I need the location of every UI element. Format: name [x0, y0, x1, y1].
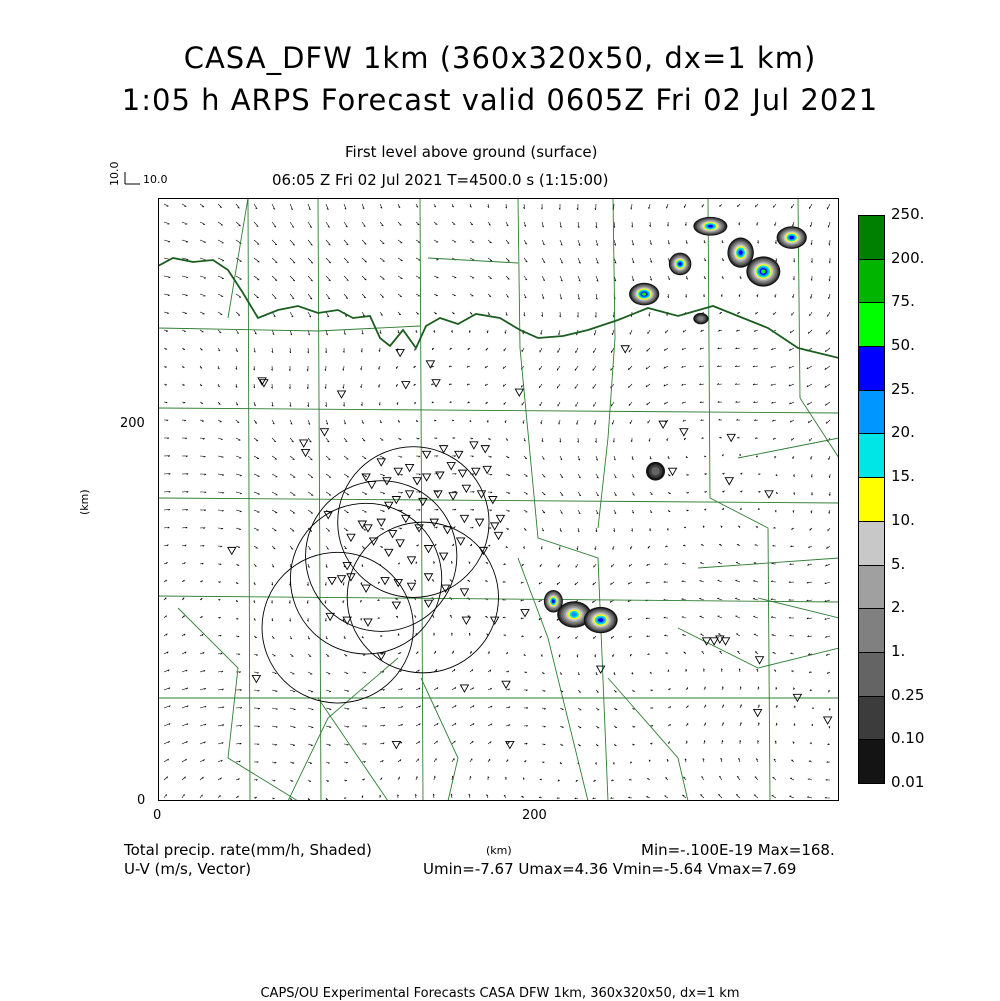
colorbar-label: 0.25	[891, 685, 925, 704]
colorbar-label: 25.	[891, 379, 915, 398]
forecast-map	[158, 198, 839, 801]
colorbar-segment	[858, 521, 885, 566]
precip-level	[698, 317, 703, 321]
subtitle-level: First level above ground (surface)	[345, 143, 598, 161]
variable-precip-label: Total precip. rate(mm/h, Shaded)	[124, 841, 372, 859]
map-background	[158, 198, 839, 801]
precip-cell-7	[693, 217, 727, 236]
precip-cell-3	[646, 462, 665, 481]
colorbar-segment	[858, 390, 885, 435]
colorbar-segment	[858, 739, 885, 784]
y-axis-label: (km)	[78, 489, 91, 515]
precip-cell-4	[629, 283, 659, 306]
x-axis-label: (km)	[486, 844, 512, 857]
colorbar-label: 5.	[891, 554, 906, 573]
colorbar-segment	[858, 652, 885, 697]
precip-level	[708, 225, 713, 228]
x-tick-label-200: 200	[522, 808, 547, 823]
colorbar-label: 10.	[891, 510, 915, 529]
title-line-2: 1:05 h ARPS Forecast valid 0605Z Fri 02 Jul 2021	[121, 83, 879, 117]
precip-level	[678, 262, 681, 265]
colorbar-segment	[858, 433, 885, 478]
colorbar-label: 0.01	[891, 773, 925, 791]
precip-level	[761, 269, 766, 273]
colorbar-label: 75.	[891, 292, 915, 311]
colorbar-label: 250.	[891, 205, 925, 223]
colorbar-label: 2.	[891, 598, 906, 617]
colorbar-label: 0.10	[891, 729, 925, 748]
precip-level	[552, 600, 555, 603]
colorbar-label: 20.	[891, 423, 915, 442]
colorbar-label: 15.	[891, 467, 915, 486]
footer-credit: CAPS/OU Experimental Forecasts CASA DFW 1km, 360x320x50, dx=1 km	[260, 986, 740, 1001]
y-tick-label-200: 200	[120, 416, 145, 431]
reference-vector-v-label: 10.0	[108, 161, 121, 186]
y-tick-label-0: 0	[137, 793, 146, 808]
colorbar-segment	[858, 608, 885, 653]
colorbar-segment	[858, 215, 885, 260]
precip-level	[651, 467, 659, 475]
precip-level	[789, 236, 794, 239]
precip-cell-10	[777, 226, 807, 249]
subtitle-time: 06:05 Z Fri 02 Jul 2021 T=4500.0 s (1:15:00)	[272, 171, 609, 189]
x-tick-label-0: 0	[153, 808, 162, 823]
colorbar-segment	[858, 259, 885, 304]
colorbar-segment	[858, 477, 885, 522]
stats-uv-range: Umin=-7.67 Umax=4.36 Vmin=-5.64 Vmax=7.69	[423, 860, 797, 878]
colorbar-segment	[858, 565, 885, 610]
precip-level	[598, 618, 603, 622]
precip-cell-6	[693, 313, 708, 324]
precip-cell-9	[746, 256, 780, 286]
precip-colorbar	[858, 215, 885, 783]
stats-min-max: Min=-.100E-19 Max=168.	[641, 841, 835, 859]
colorbar-segment	[858, 302, 885, 347]
title-line-1: CASA_DFW 1km (360x320x50, dx=1 km)	[183, 41, 817, 75]
colorbar-label: 1.	[891, 641, 906, 660]
colorbar-label: 50.	[891, 336, 915, 355]
precip-level	[642, 293, 646, 296]
reference-vector-h-label: 10.0	[143, 173, 168, 186]
precip-level	[571, 612, 577, 616]
variable-wind-label: U-V (m/s, Vector)	[124, 860, 252, 878]
precip-cell-2	[584, 607, 618, 633]
colorbar-label: 200.	[891, 248, 925, 267]
colorbar-segment	[858, 346, 885, 391]
precip-level	[739, 250, 743, 255]
precip-cell-5	[669, 253, 692, 276]
colorbar-segment	[858, 696, 885, 741]
